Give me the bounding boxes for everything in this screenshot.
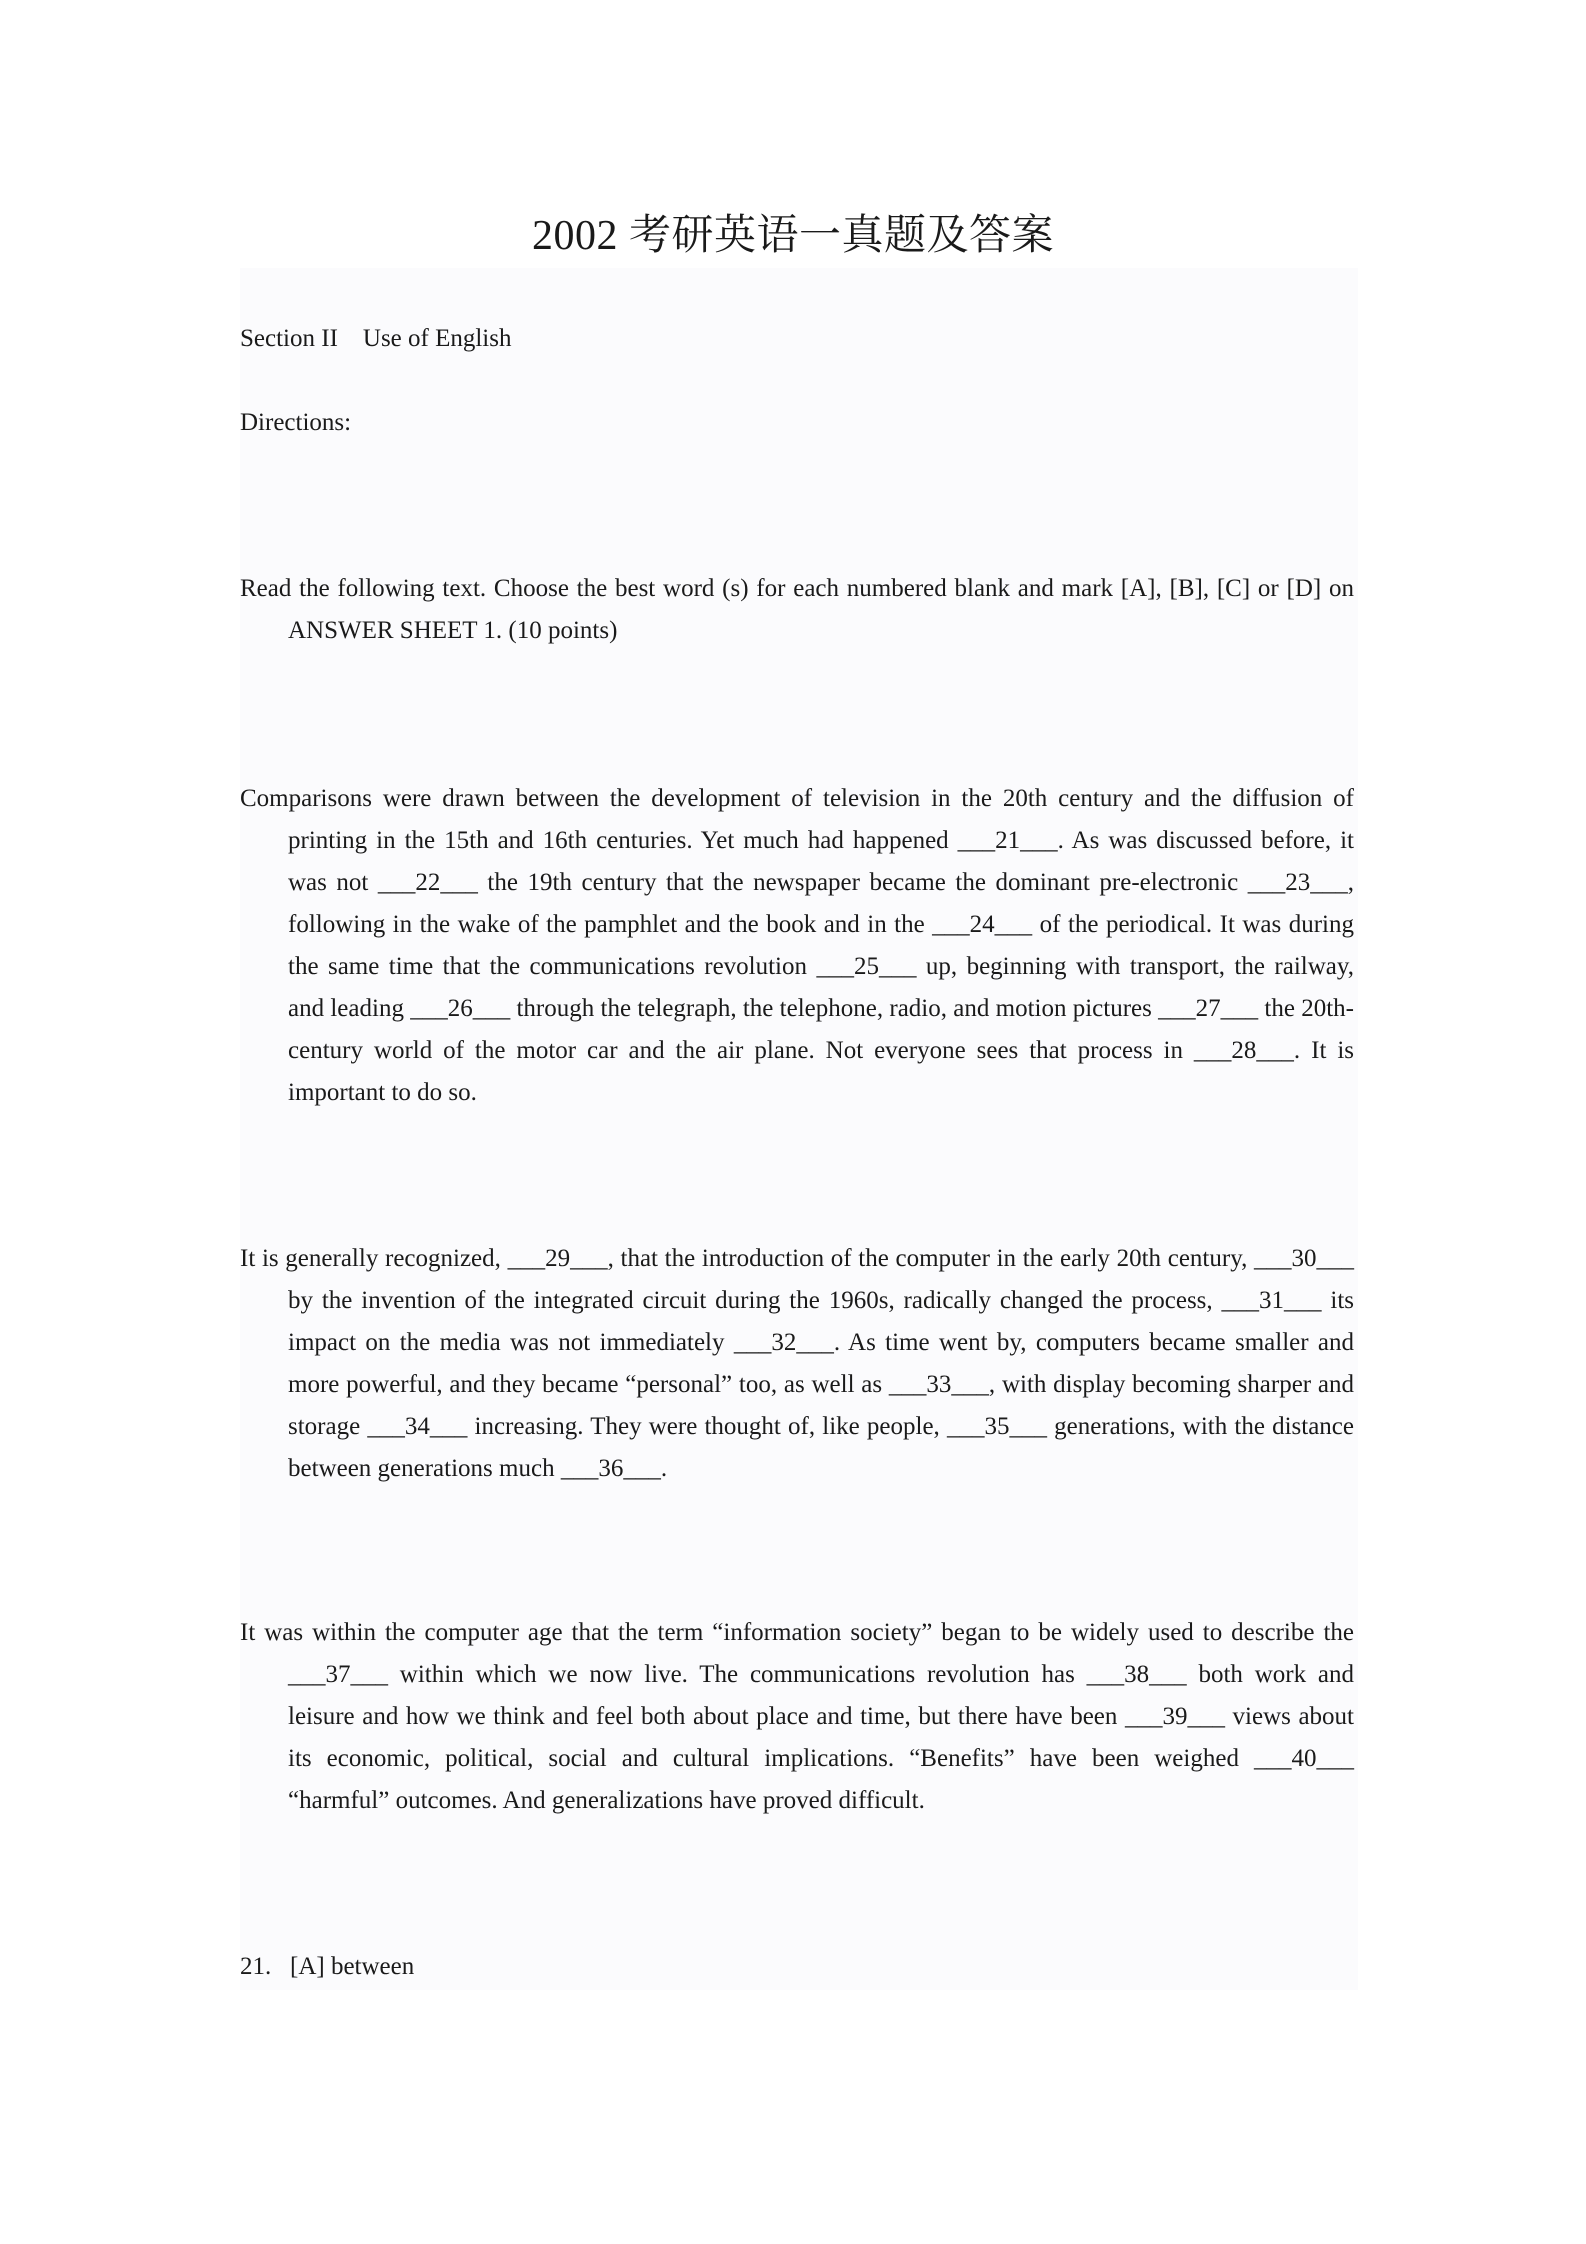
section-heading [240,318,1354,360]
document-title: 2002 考研英语一真题及答案 [531,213,1054,259]
paragraph-text: It was within the computer age that the term “information society” began to be widely used to describe the ___37___ within which we now live. The communications revolution has ___38___ both work and leisure and how we think and feel both about place and time, but there have been ___39___ views about its economic, political, social and cultural implications. “Benefits” have been weighed ___40___ “harmful” outcomes. And generalizations have proved difficult. [240,1619,1354,1814]
passage-paragraph-3 [240,1612,1354,1822]
question-21-option-a: 21. [A] between [240,1953,415,1980]
directions-label [240,402,1354,444]
question-21 [240,1946,1354,1988]
section-heading-text: Section II Use of English [240,325,512,352]
directions-label-text: Directions: [240,409,352,436]
directions-text: Read the following text. Choose the best word (s) for each numbered blank and mark [A], [B], [C] or [D] on ANSWER SHEET 1. (10 points) [240,575,1354,644]
passage-paragraph-1 [240,778,1354,1114]
paragraph-text: It is generally recognized, ___29___, that the introduction of the computer in the early 20th century, ___30___ by the invention of the integrated circuit during the 1960s, radically changed the process, ___31___ its impact on the media was not immediately ___32___. As time went by, computers became smaller and more powerful, and they became “personal” too, as well as ___33___, with display becoming sharper and storage ___34___ increasing. They were thought of, like people, ___35___ generations, with the distance between generations much ___36___. [240,1245,1354,1482]
directions-paragraph [240,568,1354,652]
passage-paragraph-2 [240,1238,1354,1490]
paragraph-text: Comparisons were drawn between the development of television in the 20th century and the diffusion of printing in the 15th and 16th centuries. Yet much had happened ___21___. As was discussed before, it was not ___22___ the 19th century that the newspaper became the dominant pre-electronic ___23___, following in the wake of the pamphlet and the book and in the ___24___ of the periodical. It was during the same time that the communications revolution ___25___ up, beginning with transport, the railway, and leading ___26___ through the telegraph, the telephone, radio, and motion pictures ___27___ the 20th-century world of the motor car and the air plane. Not everyone sees that process in ___28___. It is important to do so. [240,785,1354,1106]
